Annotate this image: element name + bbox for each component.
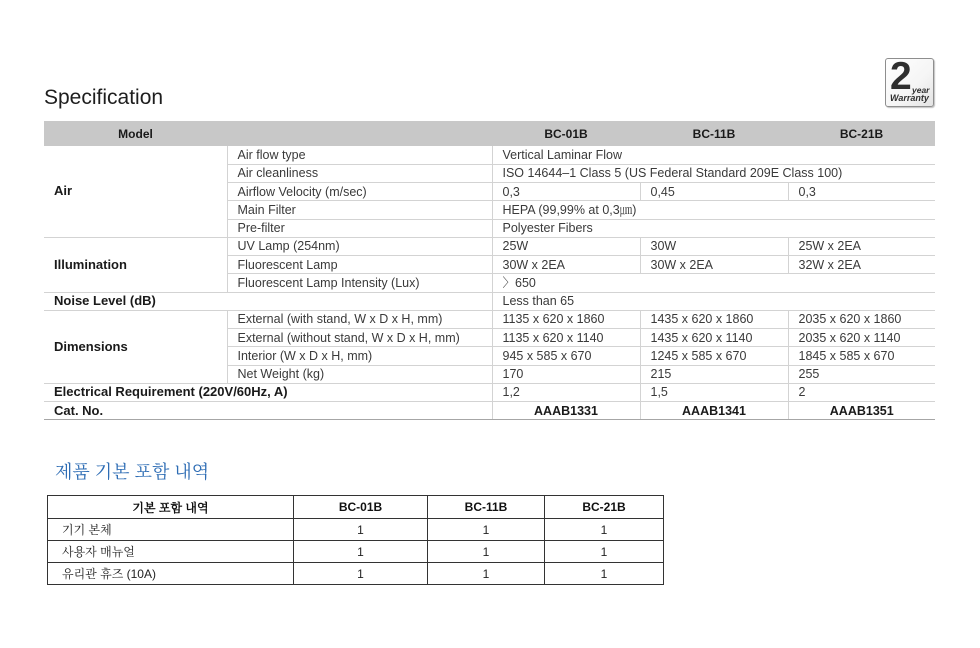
catalog-number: AAAB1331	[492, 402, 640, 420]
spec-item-label: Interior (W x D x H, mm)	[227, 347, 492, 365]
catalog-number: AAAB1341	[640, 402, 788, 420]
spec-value: 30W x 2EA	[640, 256, 788, 274]
spec-value: 30W x 2EA	[492, 256, 640, 274]
included-qty: 1	[294, 563, 428, 585]
spec-item-label: Airflow Velocity (m/sec)	[227, 183, 492, 201]
included-model-header-bc-11b: BC-11B	[428, 496, 545, 519]
category-electrical-requirement: Electrical Requirement (220V/60Hz, A)	[44, 383, 492, 401]
spec-value: ISO 14644–1 Class 5 (US Federal Standard 209E Class 100)	[492, 164, 935, 182]
header-blank	[227, 121, 492, 146]
spec-value: 1245 x 585 x 670	[640, 347, 788, 365]
warranty-label: Warranty	[890, 93, 929, 103]
model-header-bc-01b: BC-01B	[544, 126, 588, 141]
warranty-badge	[885, 55, 934, 107]
spec-item-label: Air flow type	[227, 146, 492, 164]
spec-item-label: Net Weight (kg)	[227, 365, 492, 383]
included-header-row	[48, 496, 664, 519]
spec-row	[44, 237, 935, 255]
spec-value: 1,2	[492, 383, 640, 401]
spec-value: 1845 x 585 x 670	[788, 347, 935, 365]
spec-row	[44, 383, 935, 401]
spec-item-label: Main Filter	[227, 201, 492, 219]
spec-value: 1,5	[640, 383, 788, 401]
included-items-table	[47, 495, 664, 585]
model-header-bc-21b: BC-21B	[839, 126, 884, 141]
included-qty: 1	[428, 563, 545, 585]
spec-value: 2035 x 620 x 1860	[788, 310, 935, 328]
warranty-unit: year	[912, 85, 930, 95]
spec-value: 170	[492, 365, 640, 383]
category-dimensions: Dimensions	[44, 310, 227, 383]
included-qty: 1	[545, 563, 664, 585]
spec-value: 25W	[492, 237, 640, 255]
catalog-number: AAAB1351	[788, 402, 935, 420]
spec-value: 0,3	[788, 183, 935, 201]
table-row	[48, 519, 664, 541]
spec-item-label: Fluorescent Lamp	[227, 256, 492, 274]
spec-value: 0,3	[492, 183, 640, 201]
spec-value: 1135 x 620 x 1140	[492, 329, 640, 347]
spec-item-label: Fluorescent Lamp Intensity (Lux)	[227, 274, 492, 292]
spec-value: 2035 x 620 x 1140	[788, 329, 935, 347]
included-qty: 1	[294, 541, 428, 563]
spec-value: 1435 x 620 x 1140	[640, 329, 788, 347]
spec-row	[44, 402, 935, 420]
spec-header-row	[44, 121, 935, 146]
spec-value: 215	[640, 365, 788, 383]
warranty-years: 2	[890, 55, 912, 98]
category-cat-no: Cat. No.	[44, 402, 492, 420]
included-item-name: 사용자 매뉴얼	[48, 541, 294, 563]
included-item-header: 기본 포함 내역	[48, 496, 294, 519]
included-qty: 1	[294, 519, 428, 541]
spec-item-label: External (without stand, W x D x H, mm)	[227, 329, 492, 347]
spec-value: 255	[788, 365, 935, 383]
spec-row	[44, 292, 935, 310]
model-header: Model	[118, 126, 153, 141]
spec-item-label: Air cleanliness	[227, 164, 492, 182]
spec-item-label: UV Lamp (254nm)	[227, 237, 492, 255]
included-qty: 1	[545, 519, 664, 541]
included-items-heading: 제품 기본 포함 내역	[55, 462, 210, 482]
included-qty: 1	[428, 519, 545, 541]
spec-value: 945 x 585 x 670	[492, 347, 640, 365]
included-qty: 1	[545, 541, 664, 563]
specification-table	[44, 121, 935, 420]
included-item-name: 유리관 휴즈 (10A)	[48, 563, 294, 585]
category-illumination: Illumination	[44, 237, 227, 292]
spec-item-label: External (with stand, W x D x H, mm)	[227, 310, 492, 328]
spec-value: 0,45	[640, 183, 788, 201]
included-qty: 1	[428, 541, 545, 563]
model-header-bc-11b: BC-11B	[692, 126, 736, 141]
table-row	[48, 541, 664, 563]
spec-value: Polyester Fibers	[492, 219, 935, 237]
spec-value: 32W x 2EA	[788, 256, 935, 274]
spec-value: 2	[788, 383, 935, 401]
spec-value: 1435 x 620 x 1860	[640, 310, 788, 328]
category-air: Air	[44, 146, 227, 237]
category-noise-level: Noise Level (dB)	[44, 292, 492, 310]
spec-value: Less than 65	[492, 292, 935, 310]
spec-value: 30W	[640, 237, 788, 255]
spec-value: 25W x 2EA	[788, 237, 935, 255]
table-row	[48, 563, 664, 585]
included-model-header-bc-01b: BC-01B	[294, 496, 428, 519]
spec-item-label: Pre-filter	[227, 219, 492, 237]
spec-value: HEPA (99,99% at 0,3㎛)	[492, 201, 935, 219]
page-title: Specification	[44, 86, 164, 109]
spec-row	[44, 146, 935, 164]
spec-value: 1135 x 620 x 1860	[492, 310, 640, 328]
spec-value: 〉650	[492, 274, 935, 292]
included-item-name: 기기 본체	[48, 519, 294, 541]
included-model-header-bc-21b: BC-21B	[545, 496, 664, 519]
spec-value: Vertical Laminar Flow	[492, 146, 935, 164]
spec-row	[44, 310, 935, 328]
